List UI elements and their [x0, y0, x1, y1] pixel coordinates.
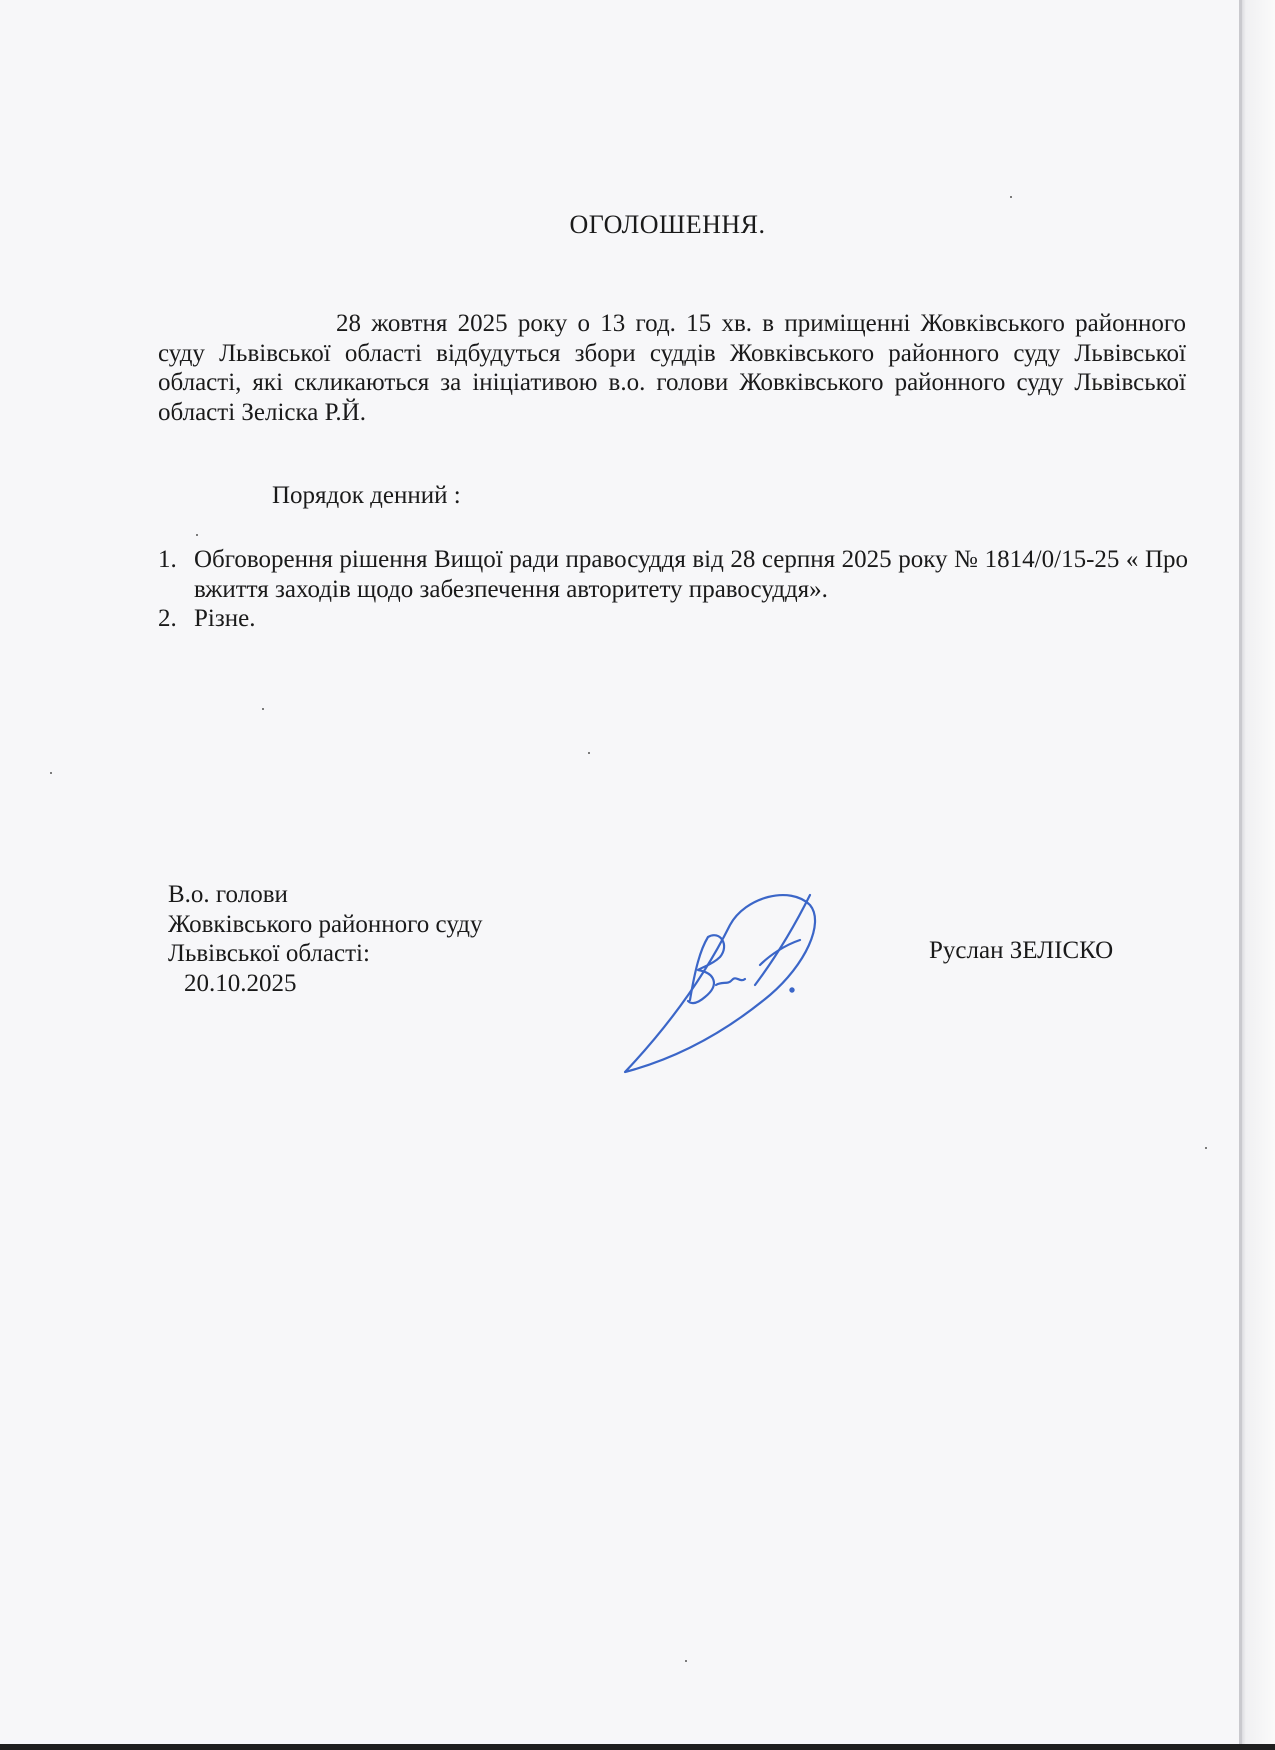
page-edge — [1242, 0, 1275, 1750]
scan-speck — [1205, 1147, 1207, 1149]
announcement-paragraph: 28 жовтня 2025 року о 13 год. 15 хв. в приміщенні Жовківського районного суду Львівської області відбудуться збори суддів Жовківського районного суду Львівської області, які скликаються за ініціативою в.о. голови Жовківського районного суду Львівської області Зеліска Р.Й. — [158, 310, 1186, 426]
document-title: ОГОЛОШЕННЯ. — [569, 210, 766, 239]
scan-speck — [1010, 196, 1012, 198]
scan-speck — [50, 772, 52, 774]
signatory-block — [168, 880, 482, 998]
signatory-position-line: Жовківського районного суду — [168, 910, 483, 938]
agenda-item-number: 2. — [158, 605, 177, 632]
agenda-list — [158, 545, 1188, 634]
agenda-item-number: 1. — [158, 546, 177, 573]
agenda-item — [158, 604, 1188, 634]
agenda-title: Порядок денний : — [272, 482, 461, 509]
signatory-name: Руслан ЗЕЛІСКО — [929, 937, 1114, 964]
scan-bottom-edge — [0, 1744, 1275, 1750]
signature-date: 20.10.2025 — [184, 969, 297, 997]
agenda-item — [158, 545, 1188, 604]
scan-speck — [196, 534, 198, 536]
signatory-position-line: В.о. голови — [168, 881, 288, 908]
agenda-item-text: Обговорення рішення Вищої ради правосуддя від 28 серпня 2025 року № 1814/0/15-25 « Про вжиття заходів щодо забезпечення авторитету правосуддя». — [194, 546, 1188, 603]
signatory-position-line: Львівської області: — [168, 940, 370, 967]
scan-speck — [685, 1660, 687, 1662]
scan-speck — [262, 708, 264, 710]
scan-speck — [588, 752, 590, 754]
handwritten-signature — [620, 885, 870, 1080]
agenda-item-text: Різне. — [194, 605, 256, 632]
